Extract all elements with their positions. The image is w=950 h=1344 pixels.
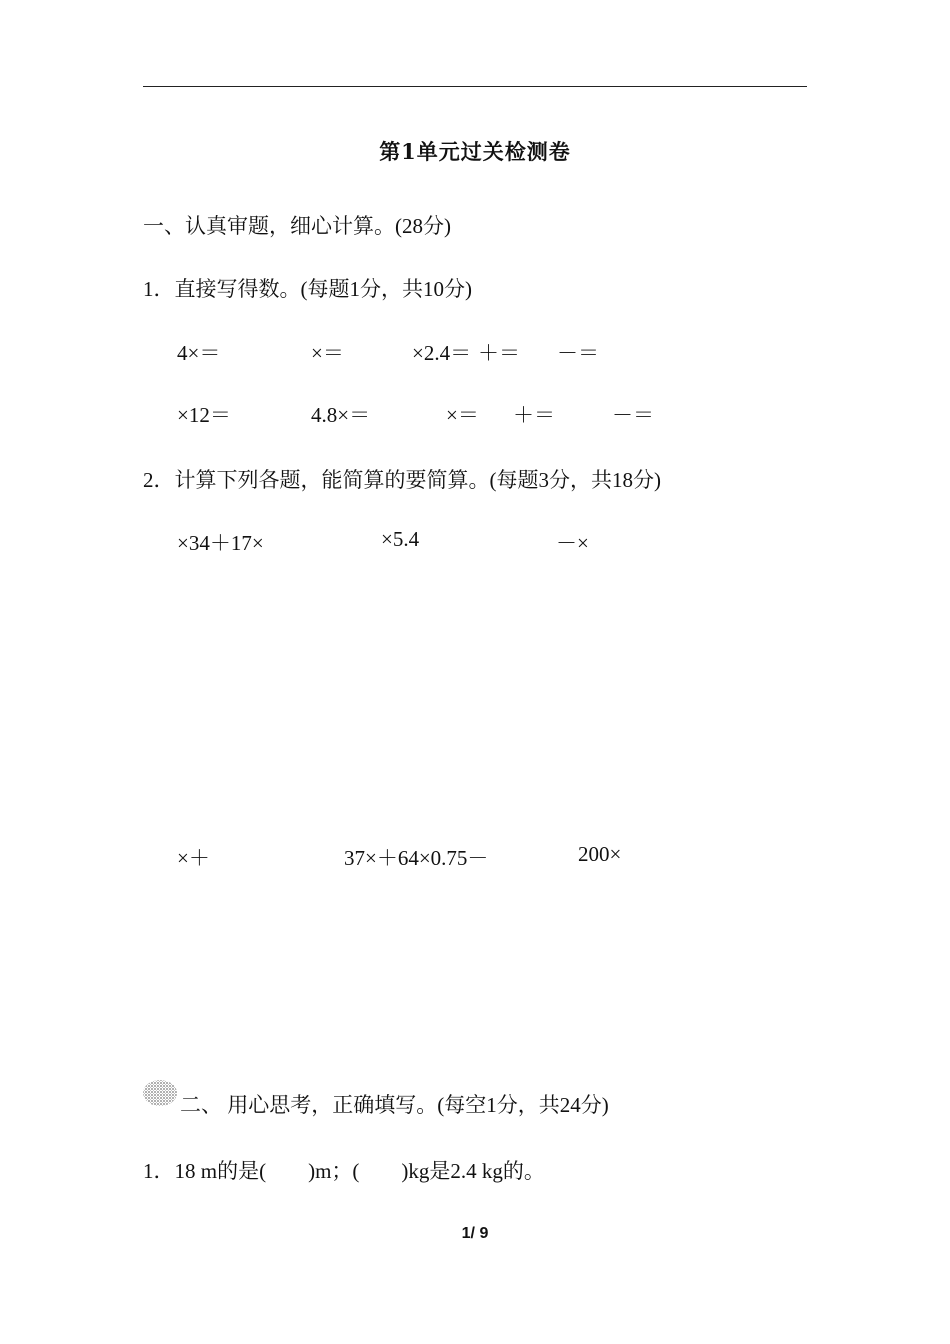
expr-q1-r2-c2: 4.8×＝: [311, 403, 371, 427]
expr-q1-r1-c3: ×2.4＝: [412, 341, 472, 365]
expr-q1-r1-c5: －＝: [557, 341, 599, 365]
expr-q1-r2-c5: －＝: [612, 403, 654, 427]
expr-q1-r2-c3: ×＝: [446, 403, 479, 427]
expr-q1-r2-c1: ×12＝: [177, 403, 231, 427]
expr-q2-r1-c3: －×: [556, 531, 589, 555]
section-1-heading: 一、认真审题，细心计算。(28分): [143, 214, 451, 238]
page-number: 1/ 9: [461, 1225, 489, 1242]
question-1-label: 1．直接写得数。(每题1分，共10分): [143, 277, 472, 301]
section-2-question-1: 1．18 m的是( )m；( )kg是2.4 kg的。: [143, 1159, 545, 1183]
expr-q1-r1-c4: ＋＝: [478, 341, 520, 365]
expr-q1-r1-c1: 4×＝: [177, 341, 221, 365]
expr-q2-r1-c1: ×34＋17×: [177, 531, 264, 555]
section-2-heading: 二、 用心思考，正确填写。(每空1分，共24分): [180, 1093, 609, 1117]
expr-q1-r1-c2: ×＝: [311, 341, 344, 365]
page-title: 第1单元过关检测卷: [379, 139, 571, 164]
expr-q2-r2-c1: ×＋: [177, 846, 210, 870]
expr-q2-r2-c2: 37×＋64×0.75－: [344, 846, 489, 870]
question-2-label: 2．计算下列各题，能简算的要简算。(每题3分，共18分): [143, 468, 661, 492]
expr-q1-r2-c4: ＋＝: [513, 403, 555, 427]
speckle-stamp-icon: [142, 1076, 180, 1108]
expr-q2-r2-c3: 200×: [578, 842, 622, 866]
header-rule: [143, 86, 807, 87]
expr-q2-r1-c2: ×5.4: [381, 527, 420, 551]
